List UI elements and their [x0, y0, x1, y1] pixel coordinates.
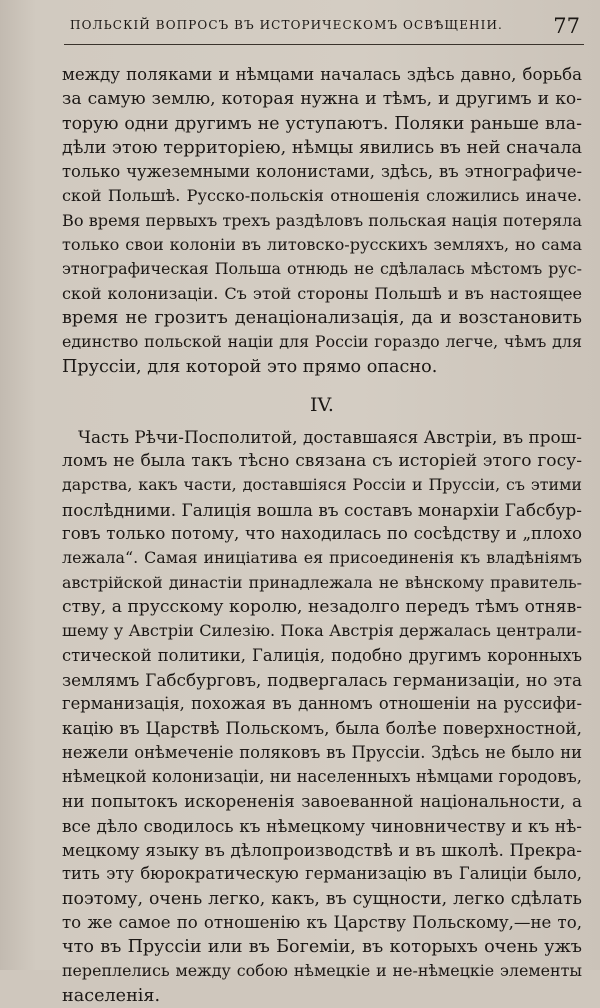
text-line: кацію въ Царствѣ Польскомъ, была болѣе поверхностной, — [62, 718, 582, 739]
text-line: ни попытокъ искорененія завоеванной національности, а — [62, 791, 582, 812]
text-line: австрійской династіи принадлежала не вѣнскому правитель- — [62, 572, 582, 592]
text-line: только чужеземными колонистами, здѣсь, въ этнографиче- — [62, 162, 582, 182]
text-line: что въ Пруссіи или въ Богеміи, въ которыхъ очень ужъ — [62, 937, 582, 958]
text-line: нежели онѣмеченіе поляковъ въ Пруссіи. Здѣсь не было ни — [62, 742, 582, 762]
page-number: 77 — [553, 14, 580, 38]
text-line: шему у Австріи Силезію. Пока Австрія держалась централи- — [62, 621, 582, 641]
text-line: землямъ Габсбурговъ, подвергалась германизаціи, но эта — [62, 669, 582, 690]
text-line: этнографическая Польша отнюдь не сдѣлалась мѣстомъ рус- — [62, 259, 582, 279]
text-line: за самую землю, которая нужна и тѣмъ, и другимъ и ко- — [62, 89, 582, 110]
text-line: нѣмецкой колонизаціи, ни населенныхъ нѣмцами городовъ, — [62, 767, 582, 787]
text-line: Во время первыхъ трехъ раздѣловъ польская нація потеряла — [62, 210, 582, 230]
page-body — [62, 63, 582, 1008]
running-title: ПОЛЬСКІЙ ВОПРОСЪ ВЪ ИСТОРИЧЕСКОМЪ ОСВѢЩЕНІИ. — [70, 18, 503, 32]
paragraph-1 — [62, 63, 582, 379]
text-line: тить эту бюрократическую германизацію въ Галиціи было, — [62, 864, 582, 884]
text-line: лежала“. Самая иниціатива ея присоединенія къ владѣніямъ — [62, 548, 582, 568]
text-line: только свои колоніи въ литовско-русскихъ земляхъ, но сама — [62, 235, 582, 255]
text-line: населенія. — [62, 985, 161, 1006]
text-line: все дѣло сводилось къ нѣмецкому чиновничеству и къ нѣ- — [62, 815, 582, 836]
text-line: стической политики, Галиція, подобно другимъ коронныхъ — [62, 645, 582, 665]
text-line: дѣли этою территоріею, нѣмцы явились въ ней сначала — [62, 137, 582, 158]
text-line: ской Польшѣ. Русско-польскія отношенія сложились иначе. — [62, 186, 582, 206]
text-line: послѣдними. Галиція вошла въ составъ монархіи Габсбур- — [62, 499, 582, 520]
text-line: то же самое по отношенію къ Царству Польскому,—не то, — [62, 912, 582, 932]
paragraph-2 — [62, 425, 582, 1008]
text-line: время не грозитъ денаціонализація, да и возстановить — [62, 307, 582, 328]
text-line: ству, а прусскому королю, незадолго передъ тѣмъ отняв- — [62, 596, 582, 617]
text-line: единство польской націи для Россіи гораздо легче, чѣмъ для — [62, 332, 582, 352]
text-line: дарства, какъ части, доставшіяся Россіи и Пруссіи, съ этими — [62, 475, 582, 495]
text-line: мецкому языку въ дѣлопроизводствѣ и въ школѣ. Прекра- — [62, 839, 582, 860]
text-line: поэтому, очень легко, какъ, въ сущности, легко сдѣлать — [62, 888, 582, 909]
text-line: германизація, похожая въ данномъ отношеніи на руссифи- — [62, 694, 582, 714]
header-rule — [64, 44, 584, 45]
text-line: между поляками и нѣмцами началась здѣсь давно, борьба — [62, 65, 582, 84]
text-line: Пруссіи, для которой это прямо опасно. — [62, 356, 438, 377]
text-line: ской колонизаціи. Съ этой стороны Польшѣ и въ настоящее — [62, 283, 582, 303]
text-line: ломъ не была такъ тѣсно связана съ исторіей этого госу- — [62, 451, 582, 472]
text-line: торую одни другимъ не уступаютъ. Поляки раньше вла- — [62, 113, 582, 134]
page-header — [70, 14, 580, 44]
text-line: говъ только потому, что находилась по сосѣдству и „плохо — [62, 524, 582, 544]
section-heading: IV. — [310, 393, 334, 416]
text-line: переплелись между собою нѣмецкіе и не-нѣмецкіе элементы — [62, 961, 582, 981]
text-line: Часть Рѣчи-Посполитой, доставшаяся Австріи, въ прош- — [78, 426, 582, 447]
